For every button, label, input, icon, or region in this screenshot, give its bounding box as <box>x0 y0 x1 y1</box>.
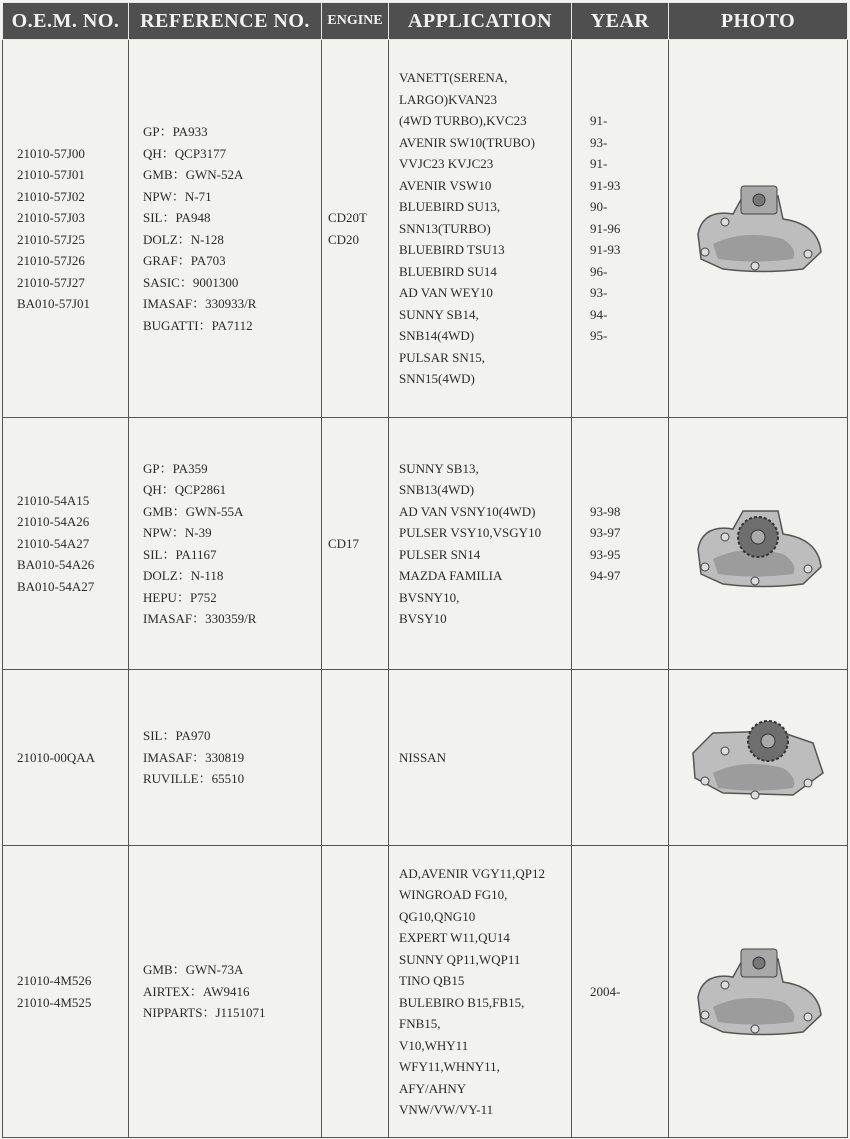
reference-code: J1151071 <box>215 1005 266 1021</box>
oem-cell <box>3 418 129 670</box>
reference-brand: IMASAF <box>143 611 193 626</box>
reference-brand: GRAF <box>143 253 178 268</box>
application-line: PULSER VSY10,VSGY10 <box>399 525 542 540</box>
oem-cell <box>3 40 129 418</box>
application-line: SUNNY QP11,WQP11 <box>399 951 521 967</box>
application-line: BLUEBIRD SU13, <box>399 199 501 215</box>
reference-separator: ： <box>162 546 176 562</box>
oem-number: 21010-57J27 <box>17 274 85 290</box>
reference-separator: ： <box>172 962 186 978</box>
reference-brand: QH <box>143 482 162 497</box>
parts-catalog-table <box>2 2 848 1138</box>
header-year: YEAR <box>572 3 669 40</box>
photo-cell <box>669 846 848 1138</box>
application-line: BVSNY10, <box>399 589 460 605</box>
year-range: 2004- <box>590 983 621 999</box>
reference-code: PA703 <box>190 253 226 268</box>
engine-code: CD20T <box>328 210 367 225</box>
reference-entry <box>143 981 321 1003</box>
year-cell <box>572 846 669 1138</box>
reference-entry <box>143 608 321 630</box>
reference-brand: QH <box>143 145 162 161</box>
application-line: SNB13(4WD) <box>399 482 475 497</box>
application-line: V10,WHY11 <box>399 1037 469 1053</box>
reference-brand: GMB <box>143 962 173 978</box>
reference-separator: ： <box>159 460 173 476</box>
reference-entry <box>143 121 321 143</box>
reference-brand: GP <box>143 460 160 476</box>
reference-code: 65510 <box>211 771 245 787</box>
reference-code: 330933/R <box>205 296 257 311</box>
year-range: 91- <box>590 156 608 172</box>
reference-code: 330819 <box>205 749 245 765</box>
year-range: 94- <box>590 306 608 322</box>
application-cell <box>389 670 572 846</box>
reference-cell <box>129 418 322 670</box>
reference-separator: ： <box>172 167 186 182</box>
application-line: AD VAN VSNY10(4WD) <box>399 503 536 519</box>
year-cell <box>572 40 669 418</box>
reference-entry <box>143 250 321 272</box>
reference-separator: ： <box>162 210 176 225</box>
reference-code: PA933 <box>172 124 208 139</box>
year-range: 93- <box>590 285 608 301</box>
reference-separator: ： <box>172 503 186 519</box>
year-cell <box>572 418 669 670</box>
reference-entry <box>143 501 321 523</box>
reference-entry <box>143 186 321 208</box>
engine-cell <box>322 40 389 418</box>
photo-cell <box>669 670 848 846</box>
reference-entry <box>143 725 321 747</box>
reference-code: GWN-52A <box>185 167 244 182</box>
application-cell <box>389 40 572 418</box>
reference-brand: SASIC <box>143 274 180 290</box>
reference-separator: ： <box>192 611 206 626</box>
year-range: 91- <box>590 113 608 129</box>
oem-number: 21010-4M526 <box>17 973 92 988</box>
oem-number: 21010-00QAA <box>17 749 95 765</box>
reference-entry <box>143 479 321 501</box>
application-line: TINO QB15 <box>399 973 465 988</box>
reference-brand: SIL <box>143 210 163 225</box>
header-photo: PHOTO <box>669 3 848 40</box>
oem-number: 21010-57J03 <box>17 210 85 225</box>
application-line: LARGO)KVAN23 <box>399 91 497 107</box>
year-range: 93- <box>590 134 608 150</box>
table-row <box>3 418 848 670</box>
reference-entry <box>143 768 321 790</box>
oem-number: 21010-54A27 <box>17 535 90 551</box>
reference-separator: ： <box>171 525 185 540</box>
reference-separator: ： <box>176 589 190 605</box>
reference-code: PA1167 <box>175 546 217 562</box>
reference-entry <box>143 458 321 480</box>
oem-number: 21010-57J26 <box>17 253 85 268</box>
reference-entry <box>143 522 321 544</box>
reference-brand: IMASAF <box>143 296 193 311</box>
application-line: SNB14(4WD) <box>399 328 475 344</box>
reference-brand: BUGATTI <box>143 317 199 333</box>
year-range: 90- <box>590 199 608 215</box>
reference-code: N-71 <box>184 188 212 204</box>
reference-brand: NPW <box>143 188 172 204</box>
reference-brand: NPW <box>143 525 172 540</box>
water-pump-photo <box>683 489 833 599</box>
year-range: 93-97 <box>590 525 621 540</box>
reference-brand: IMASAF <box>143 749 193 765</box>
reference-code: PA970 <box>175 728 211 744</box>
reference-entry <box>143 747 321 769</box>
reference-separator: ： <box>171 188 185 204</box>
application-line: AFY/AHNY <box>399 1080 467 1096</box>
reference-separator: ： <box>189 983 203 999</box>
year-range: 95- <box>590 328 608 344</box>
water-pump-photo <box>683 703 833 813</box>
header-reference: REFERENCE NO. <box>129 3 322 40</box>
application-cell <box>389 846 572 1138</box>
water-pump-photo <box>683 174 833 284</box>
application-line: BVSY10 <box>399 611 447 626</box>
oem-number: 21010-54A26 <box>17 514 90 530</box>
reference-separator: ： <box>179 274 193 290</box>
oem-cell <box>3 670 129 846</box>
application-line: MAZDA FAMILIA <box>399 568 503 583</box>
reference-separator: ： <box>159 124 173 139</box>
year-range: 93-98 <box>590 503 621 519</box>
application-line: PULSAR SN15, <box>399 349 485 365</box>
application-cell <box>389 418 572 670</box>
reference-entry <box>143 544 321 566</box>
application-line: VVJC23 KVJC23 <box>399 156 494 172</box>
reference-code: PA7112 <box>211 317 253 333</box>
reference-code: PA359 <box>172 460 208 476</box>
reference-separator: ： <box>177 253 191 268</box>
oem-number: 21010-57J25 <box>17 231 85 247</box>
year-range: 96- <box>590 263 608 279</box>
reference-brand: GP <box>143 124 160 139</box>
reference-separator: ： <box>177 568 191 583</box>
reference-separator: ： <box>192 749 206 765</box>
oem-number: 21010-57J01 <box>17 167 85 182</box>
reference-entry <box>143 229 321 251</box>
application-line: BULEBIRO B15,FB15, <box>399 994 525 1010</box>
reference-entry <box>143 207 321 229</box>
oem-cell <box>3 846 129 1138</box>
reference-brand: GMB <box>143 167 173 182</box>
year-range: 91-93 <box>590 177 621 193</box>
reference-entry <box>143 315 321 337</box>
application-line: BLUEBIRD SU14 <box>399 263 497 279</box>
oem-number: 21010-54A15 <box>17 492 90 508</box>
table-row <box>3 846 848 1138</box>
reference-entry <box>143 1002 321 1024</box>
reference-cell <box>129 846 322 1138</box>
reference-entry <box>143 565 321 587</box>
reference-separator: ： <box>198 771 212 787</box>
header-engine: ENGINE <box>322 3 389 40</box>
header-application: APPLICATION <box>389 3 572 40</box>
reference-code: AW9416 <box>202 983 250 999</box>
application-line: EXPERT W11,QU14 <box>399 930 510 945</box>
oem-number: 21010-57J00 <box>17 145 85 161</box>
photo-cell <box>669 418 848 670</box>
application-line: VANETT(SERENA, <box>399 70 508 86</box>
reference-brand: GMB <box>143 503 173 519</box>
application-line: WFY11,WHNY11, <box>399 1059 500 1074</box>
application-line: WINGROAD FG10, <box>399 887 508 902</box>
application-line: SNN15(4WD) <box>399 371 475 387</box>
reference-brand: DOLZ <box>143 231 178 247</box>
reference-cell <box>129 670 322 846</box>
application-line: AD,AVENIR VGY11,QP12 <box>399 865 546 881</box>
oem-number: 21010-4M525 <box>17 994 92 1010</box>
oem-number: BA010-54A27 <box>17 578 95 594</box>
reference-entry <box>143 272 321 294</box>
reference-separator: ： <box>161 482 175 497</box>
engine-cell <box>322 670 389 846</box>
engine-cell <box>322 418 389 670</box>
reference-code: PA948 <box>175 210 211 225</box>
application-line: NISSAN <box>399 749 446 765</box>
oem-number: BA010-54A26 <box>17 557 95 573</box>
reference-separator: ： <box>161 145 175 161</box>
header-oem: O.E.M. NO. <box>3 3 129 40</box>
application-line: VNW/VW/VY-11 <box>399 1102 494 1117</box>
engine-code: CD20 <box>328 231 360 247</box>
reference-separator: ： <box>198 317 212 333</box>
year-range: 94-97 <box>590 568 621 583</box>
photo-cell <box>669 40 848 418</box>
reference-code: N-39 <box>184 525 212 540</box>
reference-cell <box>129 40 322 418</box>
reference-brand: HEPU <box>143 589 177 605</box>
reference-entry <box>143 164 321 186</box>
oem-number: BA010-57J01 <box>17 296 90 311</box>
application-line: FNB15, <box>399 1016 441 1031</box>
application-line: (4WD TURBO),KVC23 <box>399 113 527 129</box>
oem-number: 21010-57J02 <box>17 188 85 204</box>
reference-code: P752 <box>189 589 217 605</box>
application-line: SNN13(TURBO) <box>399 220 491 236</box>
reference-brand: SIL <box>143 546 163 562</box>
year-range: 93-95 <box>590 546 621 562</box>
reference-separator: ： <box>162 728 176 744</box>
reference-brand: NIPPARTS <box>143 1005 203 1021</box>
year-range: 91-93 <box>590 242 621 258</box>
reference-entry <box>143 293 321 315</box>
reference-code: 9001300 <box>192 274 239 290</box>
reference-brand: AIRTEX <box>143 983 190 999</box>
table-row <box>3 670 848 846</box>
reference-separator: ： <box>177 231 191 247</box>
engine-code: CD17 <box>328 535 360 551</box>
table-row <box>3 40 848 418</box>
application-line: AD VAN WEY10 <box>399 285 493 301</box>
year-range: 91-96 <box>590 220 621 236</box>
application-line: AVENIR VSW10 <box>399 177 492 193</box>
application-line: BLUEBIRD TSU13 <box>399 242 505 258</box>
year-cell <box>572 670 669 846</box>
reference-code: N-128 <box>190 231 224 247</box>
reference-code: QCP2861 <box>174 482 227 497</box>
reference-entry <box>143 587 321 609</box>
application-line: AVENIR SW10(TRUBO) <box>399 134 535 150</box>
application-line: SUNNY SB14, <box>399 306 479 322</box>
reference-code: 330359/R <box>205 611 257 626</box>
reference-code: GWN-55A <box>185 503 244 519</box>
reference-entry <box>143 143 321 165</box>
reference-code: N-118 <box>190 568 224 583</box>
reference-brand: RUVILLE <box>143 771 199 787</box>
header-row <box>3 3 848 40</box>
engine-cell <box>322 846 389 1138</box>
reference-entry <box>143 959 321 981</box>
reference-separator: ： <box>202 1005 216 1021</box>
reference-brand: SIL <box>143 728 163 744</box>
reference-code: GWN-73A <box>185 962 244 978</box>
reference-code: QCP3177 <box>174 145 227 161</box>
reference-brand: DOLZ <box>143 568 178 583</box>
application-line: PULSER SN14 <box>399 546 481 562</box>
application-line: SUNNY SB13, <box>399 460 479 476</box>
water-pump-photo <box>683 937 833 1047</box>
reference-separator: ： <box>192 296 206 311</box>
application-line: QG10,QNG10 <box>399 908 476 924</box>
